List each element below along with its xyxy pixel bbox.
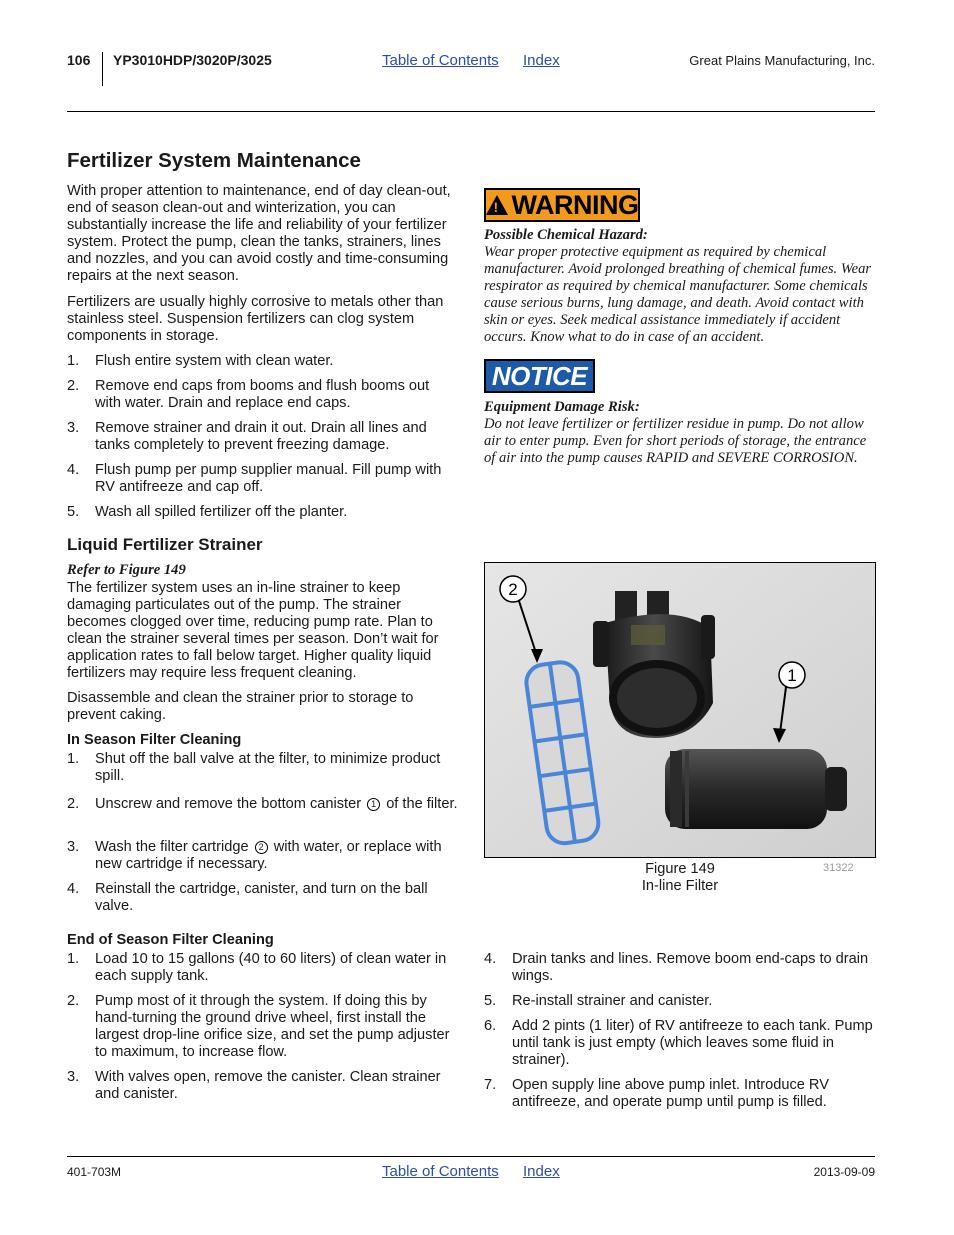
figure-caption-number: Figure 149	[645, 861, 715, 877]
list-text-part: Wash the filter cartridge	[95, 839, 249, 855]
list-text: Pump most of it through the system. If doing this by hand-turning the ground drive wheel, first install the largest drop-line orifice size, and set the pump adjuster to maximum, to increase flow.	[95, 993, 450, 1060]
list-text: Remove end caps from booms and flush booms out with water. Drain and replace end caps.	[95, 378, 430, 411]
list-number: 2.	[67, 378, 80, 394]
document-number: 401-703M	[67, 1165, 122, 1179]
footer-toc-link[interactable]: Table of Contents	[382, 1163, 499, 1180]
page-number: 106	[67, 52, 91, 68]
figure-photo	[484, 562, 876, 858]
header-divider	[102, 52, 103, 86]
photo-id: 31322	[823, 862, 854, 874]
in-season-heading: In Season Filter Cleaning	[67, 732, 242, 748]
list-text: Flush entire system with clean water.	[95, 353, 334, 369]
list-number: 6.	[484, 1018, 497, 1034]
list-number: 3.	[67, 839, 80, 855]
list-text	[95, 796, 459, 813]
in-line-filter-illustration	[485, 563, 875, 857]
list-number: 1.	[67, 951, 80, 967]
list-number: 2.	[67, 796, 80, 812]
notice-body: Do not leave fertilizer or fertilizer residue in pump. Do not allow air to enter pump. Even for short periods of storage, the entrance of air into the pump causes RAPID and SEVERE CORROSION.	[484, 416, 867, 466]
list-text: Add 2 pints (1 liter) of RV antifreeze to each tank. Pump until tank is just empty (which leaves some fluid in strainer).	[512, 1018, 873, 1068]
notice-heading: Equipment Damage Risk:	[484, 399, 640, 415]
header-toc-link[interactable]: Table of Contents	[382, 52, 499, 69]
strainer-heading: Liquid Fertilizer Strainer	[67, 535, 263, 554]
list-number: 3.	[67, 420, 80, 436]
list-number: 5.	[484, 993, 497, 1009]
warning-heading: Possible Chemical Hazard:	[484, 227, 648, 243]
header-index-link[interactable]: Index	[523, 52, 560, 69]
list-text-part: with water, or replace with new cartridge if necessary.	[95, 839, 442, 872]
intro-paragraph-2: Fertilizers are usually highly corrosive to metals other than stainless steel. Suspension fertilizers can clog system components in storage.	[67, 294, 444, 344]
list-text: Re-install strainer and canister.	[512, 993, 713, 1009]
list-text-part: of the filter.	[386, 796, 458, 812]
strainer-paragraph-2: Disassemble and clean the strainer prior to storage to prevent caking.	[67, 690, 414, 723]
list-text: With valves open, remove the canister. Clean strainer and canister.	[95, 1069, 441, 1102]
callout-1-label: 1	[787, 666, 797, 685]
callout-1-marker: 1	[367, 798, 380, 811]
list-text: Drain tanks and lines. Remove boom end-caps to drain wings.	[512, 951, 869, 984]
notice-badge	[484, 359, 595, 393]
list-text-part: Unscrew and remove the bottom canister	[95, 796, 362, 812]
warning-body: Wear proper protective equipment as required by chemical manufacturer. Avoid prolonged breathing of chemical fumes. Wear respirator as required by chemical manufacturer. Some chemicals cause serious burns, lung damage, and death. Avoid contact with skin or eyes. Seek medical assistance immediately if accident occurs. Know what to do in case of an accident.	[484, 244, 872, 345]
list-text: Reinstall the cartridge, canister, and turn on the ball valve.	[95, 881, 428, 914]
strainer-paragraph-1: The fertilizer system uses an in-line strainer to keep damaging particulates out of the pump. The strainer becomes clogged over time, reducing pump rate. Plan to clean the strainer several times per season. Don’t wait for application rates to fall below target. Higher quality liquid fertilizers may require less frequent cleaning.	[67, 580, 439, 681]
header-rule	[67, 111, 875, 112]
list-number: 2.	[67, 993, 80, 1009]
footer-rule	[67, 1156, 875, 1157]
list-text: Load 10 to 15 gallons (40 to 60 liters) of clean water in each supply tank.	[95, 951, 447, 984]
list-number: 1.	[67, 353, 80, 369]
list-text: Wash all spilled fertilizer off the planter.	[95, 504, 348, 520]
section-title: Fertilizer System Maintenance	[67, 149, 361, 172]
callout-2-marker: 2	[255, 841, 268, 854]
list-number: 4.	[67, 462, 80, 478]
warning-badge	[484, 188, 640, 222]
bottom-canister	[665, 749, 827, 829]
figure-reference: Refer to Figure 149	[67, 562, 186, 578]
list-text: Remove strainer and drain it out. Drain all lines and tanks completely to prevent freezing damage.	[95, 420, 427, 453]
end-season-heading: End of Season Filter Cleaning	[67, 932, 274, 948]
list-text: Shut off the ball valve at the filter, to minimize product spill.	[95, 751, 441, 784]
footer-index-link[interactable]: Index	[523, 1163, 560, 1180]
list-number: 1.	[67, 751, 80, 767]
list-number: 4.	[67, 881, 80, 897]
list-text: Flush pump per pump supplier manual. Fill pump with RV antifreeze and cap off.	[95, 462, 442, 495]
intro-paragraph-1: With proper attention to maintenance, end of day clean-out, end of season clean-out and winterization, you can substantially increase the life and reliability of your fertilizer system. Protect the pump, clean the tanks, strainers, lines and nozzles, and you can avoid costly and time-consuming repairs at the next season.	[67, 183, 451, 284]
list-number: 5.	[67, 504, 80, 520]
callout-2-label: 2	[508, 580, 518, 599]
list-number: 3.	[67, 1069, 80, 1085]
warning-triangle-icon: !	[486, 195, 508, 215]
list-number: 7.	[484, 1077, 497, 1093]
model-title: YP3010HDP/3020P/3025	[113, 52, 272, 68]
list-number: 4.	[484, 951, 497, 967]
list-text	[95, 839, 459, 873]
list-text: Open supply line above pump inlet. Introduce RV antifreeze, and operate pump until pump is filled.	[512, 1077, 829, 1110]
warning-label: WARNING	[511, 189, 639, 220]
figure-caption-title: In-line Filter	[641, 878, 719, 894]
document-date: 2013-09-09	[813, 1165, 875, 1179]
company-name: Great Plains Manufacturing, Inc.	[689, 53, 875, 68]
notice-label: NOTICE	[491, 360, 588, 391]
